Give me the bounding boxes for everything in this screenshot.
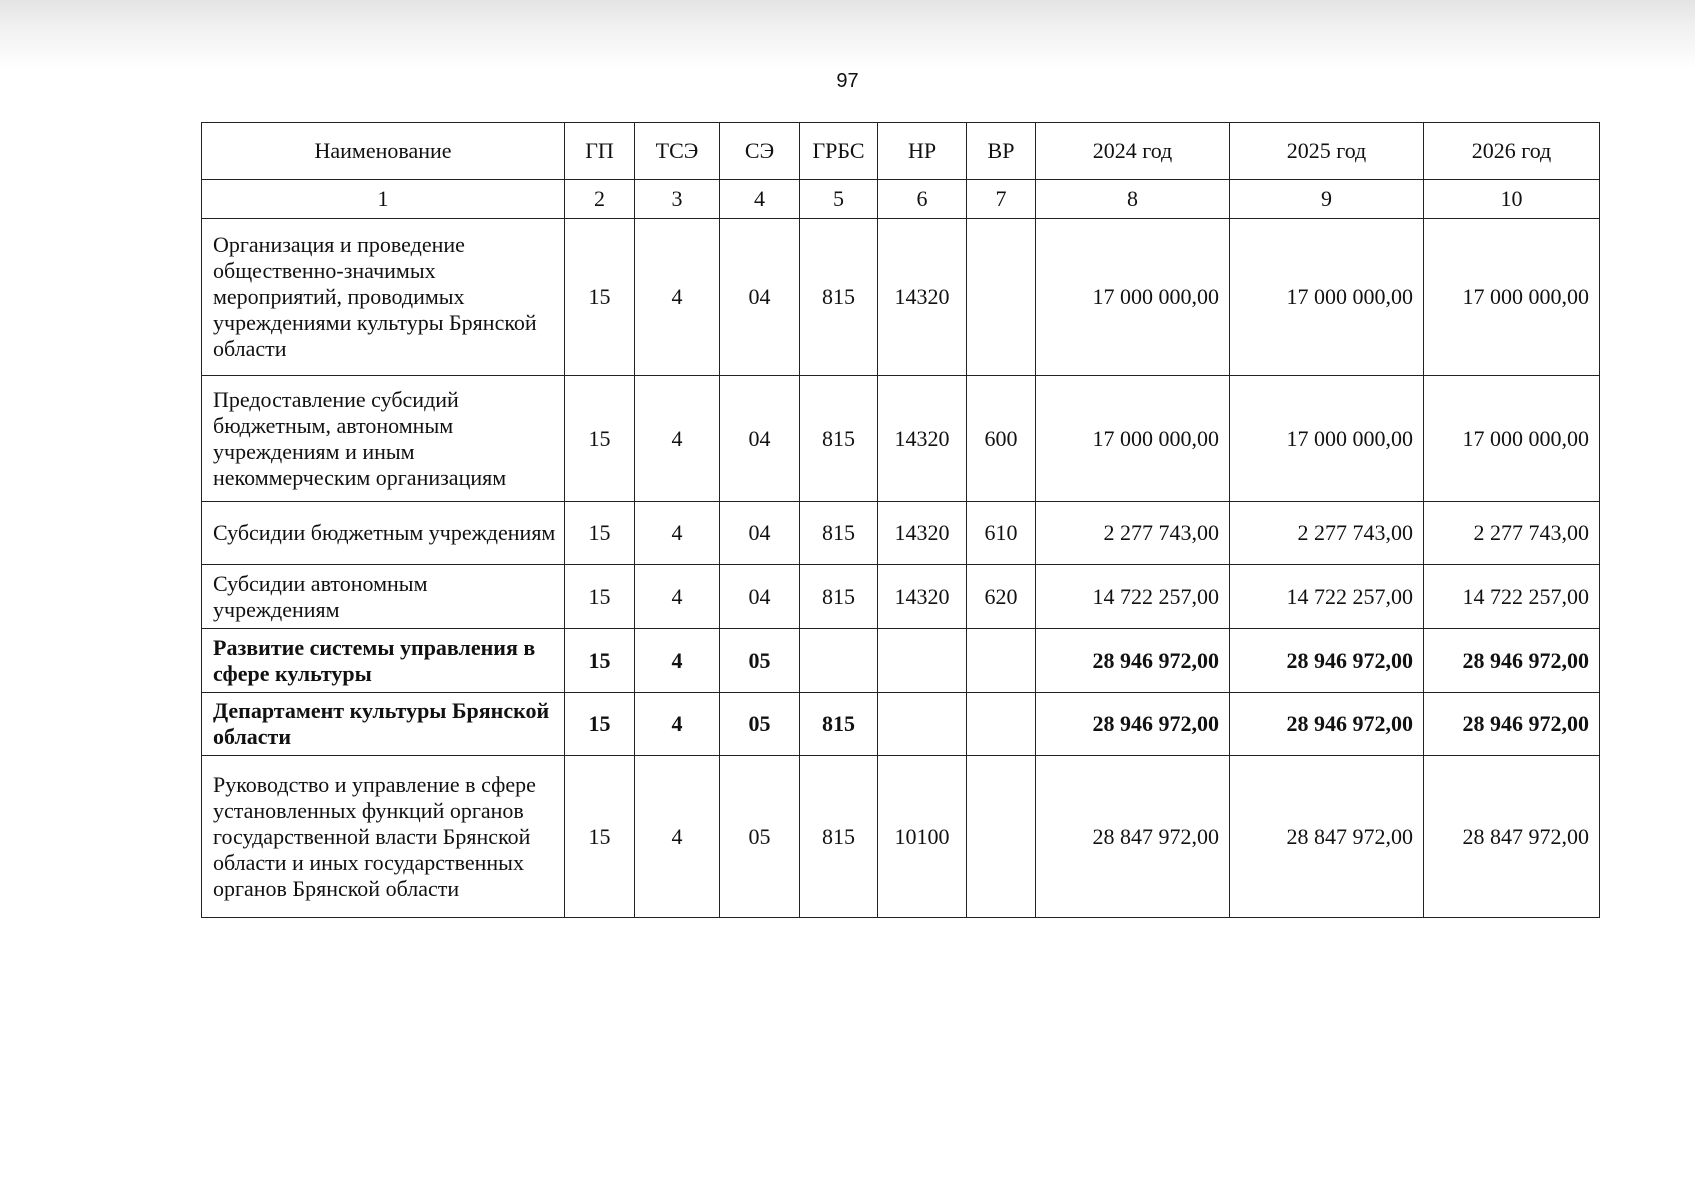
cell-se: 04 bbox=[720, 376, 800, 502]
cell-2024: 17 000 000,00 bbox=[1036, 376, 1230, 502]
column-header: 2026 год bbox=[1424, 123, 1600, 180]
column-header: Наименование bbox=[202, 123, 565, 180]
cell-2024: 28 847 972,00 bbox=[1036, 756, 1230, 918]
row-name: Развитие системы управления в сфере культуры bbox=[202, 629, 565, 693]
cell-grbs: 815 bbox=[800, 756, 878, 918]
cell-2026: 17 000 000,00 bbox=[1424, 376, 1600, 502]
column-header: СЭ bbox=[720, 123, 800, 180]
cell-vr: 610 bbox=[967, 502, 1036, 565]
cell-2025: 28 946 972,00 bbox=[1230, 693, 1424, 756]
column-number: 8 bbox=[1036, 180, 1230, 219]
table-row bbox=[202, 565, 1600, 629]
page-number: 97 bbox=[836, 70, 859, 92]
cell-2025: 28 946 972,00 bbox=[1230, 629, 1424, 693]
cell-se: 04 bbox=[720, 565, 800, 629]
column-number: 5 bbox=[800, 180, 878, 219]
cell-nr: 14320 bbox=[878, 502, 967, 565]
cell-se: 05 bbox=[720, 629, 800, 693]
cell-nr bbox=[878, 693, 967, 756]
cell-2024: 28 946 972,00 bbox=[1036, 629, 1230, 693]
cell-gp: 15 bbox=[565, 565, 635, 629]
cell-2025: 28 847 972,00 bbox=[1230, 756, 1424, 918]
cell-vr: 620 bbox=[967, 565, 1036, 629]
cell-2026: 2 277 743,00 bbox=[1424, 502, 1600, 565]
cell-tse: 4 bbox=[635, 219, 720, 376]
cell-tse: 4 bbox=[635, 629, 720, 693]
cell-nr: 14320 bbox=[878, 376, 967, 502]
cell-gp: 15 bbox=[565, 219, 635, 376]
table-row bbox=[202, 376, 1600, 502]
cell-grbs bbox=[800, 629, 878, 693]
column-number: 1 bbox=[202, 180, 565, 219]
row-name: Организация и проведение общественно-значимых мероприятий, проводимых учреждениями культуры Брянской области bbox=[202, 219, 565, 376]
cell-grbs: 815 bbox=[800, 502, 878, 565]
cell-grbs: 815 bbox=[800, 693, 878, 756]
cell-nr bbox=[878, 629, 967, 693]
cell-grbs: 815 bbox=[800, 565, 878, 629]
cell-2025: 2 277 743,00 bbox=[1230, 502, 1424, 565]
column-header: 2025 год bbox=[1230, 123, 1424, 180]
cell-2025: 14 722 257,00 bbox=[1230, 565, 1424, 629]
cell-tse: 4 bbox=[635, 756, 720, 918]
cell-se: 05 bbox=[720, 756, 800, 918]
column-number-row bbox=[202, 180, 1600, 219]
cell-grbs: 815 bbox=[800, 219, 878, 376]
cell-2024: 28 946 972,00 bbox=[1036, 693, 1230, 756]
cell-vr bbox=[967, 693, 1036, 756]
column-number: 3 bbox=[635, 180, 720, 219]
table-row bbox=[202, 219, 1600, 376]
cell-gp: 15 bbox=[565, 502, 635, 565]
cell-2025: 17 000 000,00 bbox=[1230, 376, 1424, 502]
cell-vr bbox=[967, 629, 1036, 693]
cell-se: 05 bbox=[720, 693, 800, 756]
cell-2026: 28 946 972,00 bbox=[1424, 693, 1600, 756]
header-row bbox=[202, 123, 1600, 180]
cell-2024: 17 000 000,00 bbox=[1036, 219, 1230, 376]
cell-nr: 14320 bbox=[878, 565, 967, 629]
cell-2024: 2 277 743,00 bbox=[1036, 502, 1230, 565]
cell-vr: 600 bbox=[967, 376, 1036, 502]
cell-nr: 10100 bbox=[878, 756, 967, 918]
column-header: ВР bbox=[967, 123, 1036, 180]
cell-tse: 4 bbox=[635, 693, 720, 756]
column-number: 4 bbox=[720, 180, 800, 219]
cell-2024: 14 722 257,00 bbox=[1036, 565, 1230, 629]
column-number: 9 bbox=[1230, 180, 1424, 219]
cell-2026: 17 000 000,00 bbox=[1424, 219, 1600, 376]
cell-grbs: 815 bbox=[800, 376, 878, 502]
cell-nr: 14320 bbox=[878, 219, 967, 376]
cell-vr bbox=[967, 219, 1036, 376]
row-name: Субсидии бюджетным учреждениям bbox=[202, 502, 565, 565]
cell-tse: 4 bbox=[635, 502, 720, 565]
row-name: Руководство и управление в сфере установленных функций органов государственной власти Брянской области и иных государственных органов Брянской области bbox=[202, 756, 565, 918]
cell-2026: 28 946 972,00 bbox=[1424, 629, 1600, 693]
cell-se: 04 bbox=[720, 219, 800, 376]
table-row bbox=[202, 629, 1600, 693]
cell-2025: 17 000 000,00 bbox=[1230, 219, 1424, 376]
column-header: 2024 год bbox=[1036, 123, 1230, 180]
cell-vr bbox=[967, 756, 1036, 918]
table-row bbox=[202, 756, 1600, 918]
column-header: ГП bbox=[565, 123, 635, 180]
column-number: 10 bbox=[1424, 180, 1600, 219]
column-header: НР bbox=[878, 123, 967, 180]
cell-gp: 15 bbox=[565, 756, 635, 918]
row-name: Департамент культуры Брянской области bbox=[202, 693, 565, 756]
column-header: ТСЭ bbox=[635, 123, 720, 180]
cell-tse: 4 bbox=[635, 565, 720, 629]
cell-se: 04 bbox=[720, 502, 800, 565]
budget-table bbox=[201, 122, 1600, 918]
cell-2026: 28 847 972,00 bbox=[1424, 756, 1600, 918]
row-name: Предоставление субсидий бюджетным, автономным учреждениям и иным некоммерческим организациям bbox=[202, 376, 565, 502]
cell-gp: 15 bbox=[565, 693, 635, 756]
cell-gp: 15 bbox=[565, 376, 635, 502]
column-number: 6 bbox=[878, 180, 967, 219]
column-header: ГРБС bbox=[800, 123, 878, 180]
scan-edge-shading bbox=[0, 0, 1695, 70]
column-number: 7 bbox=[967, 180, 1036, 219]
row-name: Субсидии автономным учреждениям bbox=[202, 565, 565, 629]
column-number: 2 bbox=[565, 180, 635, 219]
cell-gp: 15 bbox=[565, 629, 635, 693]
table-row bbox=[202, 502, 1600, 565]
table-row bbox=[202, 693, 1600, 756]
cell-2026: 14 722 257,00 bbox=[1424, 565, 1600, 629]
cell-tse: 4 bbox=[635, 376, 720, 502]
